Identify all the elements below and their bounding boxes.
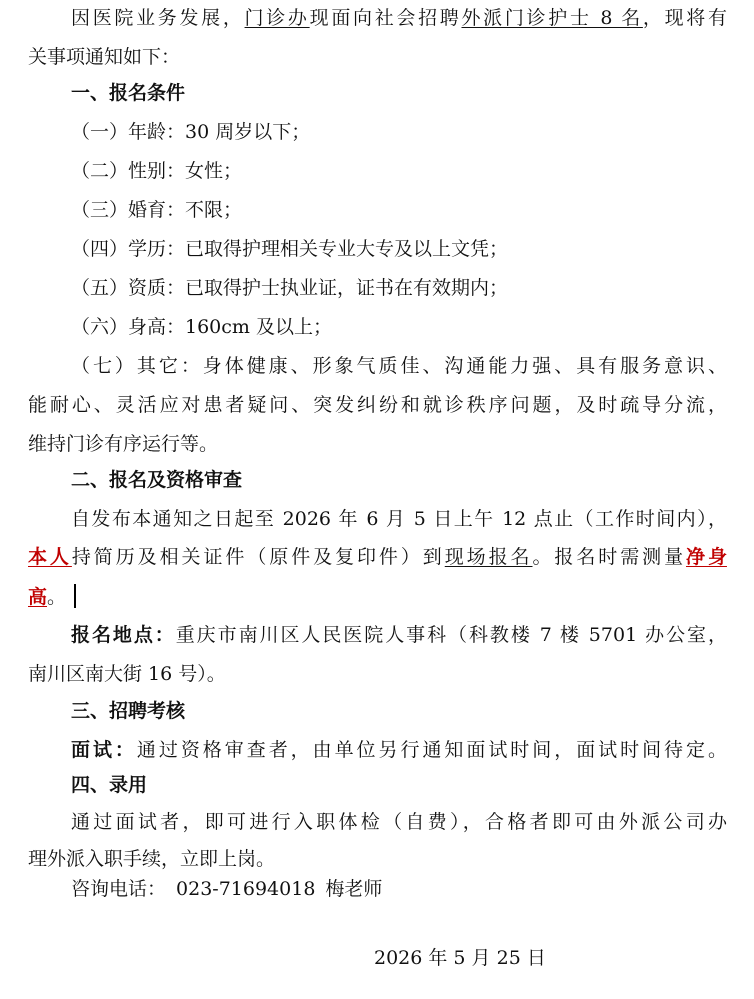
section-heading-registration: 二、报名及资格审查 [71,469,243,491]
condition-other-line-2: 能耐心、灵活应对患者疑问、突发纠纷和就诊秩序问题，及时疏导分流， [28,394,727,416]
section-heading-assessment: 三、招聘考核 [71,700,186,722]
condition-education: （四）学历：已取得护理相关专业大专及以上文凭； [71,238,509,260]
hiring-line-2: 理外派入职手续，立即上岗。 [28,848,276,870]
condition-other: （七）其它：身体健康、形象气质佳、沟通能力强、具有服务意识、 [71,355,727,377]
condition-other-line-3: 维持门诊有序运行等。 [28,433,219,455]
intro-line-2: 关事项通知如下： [28,46,181,68]
net-height-highlight: 净身 [686,546,727,568]
condition-qualification: （五）资质：已取得护士执业证，证书在有效期内； [71,277,509,299]
registration-method: 本人持简历及相关证件（原件及复印件）到现场报名。报名时需测量净身 [28,546,727,568]
notice-date: 2026 年 5 月 25 日 [374,947,546,969]
contact-person: 梅老师 [325,878,383,900]
interview-label: 面试： [71,739,137,761]
condition-age: （一）年龄：30 周岁以下； [71,121,311,143]
registration-location-line-2: 南川区南大街 16 号）。 [28,663,226,685]
condition-marriage: （三）婚育：不限； [71,199,243,221]
condition-gender: （二）性别：女性； [71,160,243,182]
contact-phone: 023-71694018 [176,878,316,900]
registration-method-line-2: 高。 [28,584,76,609]
hiring-line-1: 通过面试者，即可进行入职体检（自费），合格者即可由外派公司办 [71,811,727,833]
dept-name: 门诊办 [244,7,310,29]
registration-location: 报名地点：重庆市南川区人民医院人事科（科教楼 7 楼 5701 办公室， [71,624,727,646]
in-person-highlight: 本人 [28,546,72,568]
condition-height: （六）身高：160cm 及以上； [71,316,332,338]
intro-line-1: 因医院业务发展，门诊办现面向社会招聘外派门诊护士 8 名，现将有 [71,7,727,29]
section-heading-conditions: 一、报名条件 [71,82,186,104]
section-heading-hiring: 四、录用 [71,774,148,796]
text-cursor [74,584,76,608]
interview-info: 面试：通过资格审查者，由单位另行通知面试时间，面试时间待定。 [71,739,727,761]
location-label: 报名地点： [71,624,176,646]
position-name: 外派门诊护士 8 名 [461,7,643,29]
contact-line [71,877,382,901]
contact-label: 咨询电话： [71,878,167,900]
net-height-highlight-2: 高 [28,586,48,608]
onsite-registration: 现场报名 [444,546,533,568]
registration-period: 自发布本通知之日起至 2026 年 6 月 5 日上午 12 点止（工作时间内）， [71,508,727,530]
